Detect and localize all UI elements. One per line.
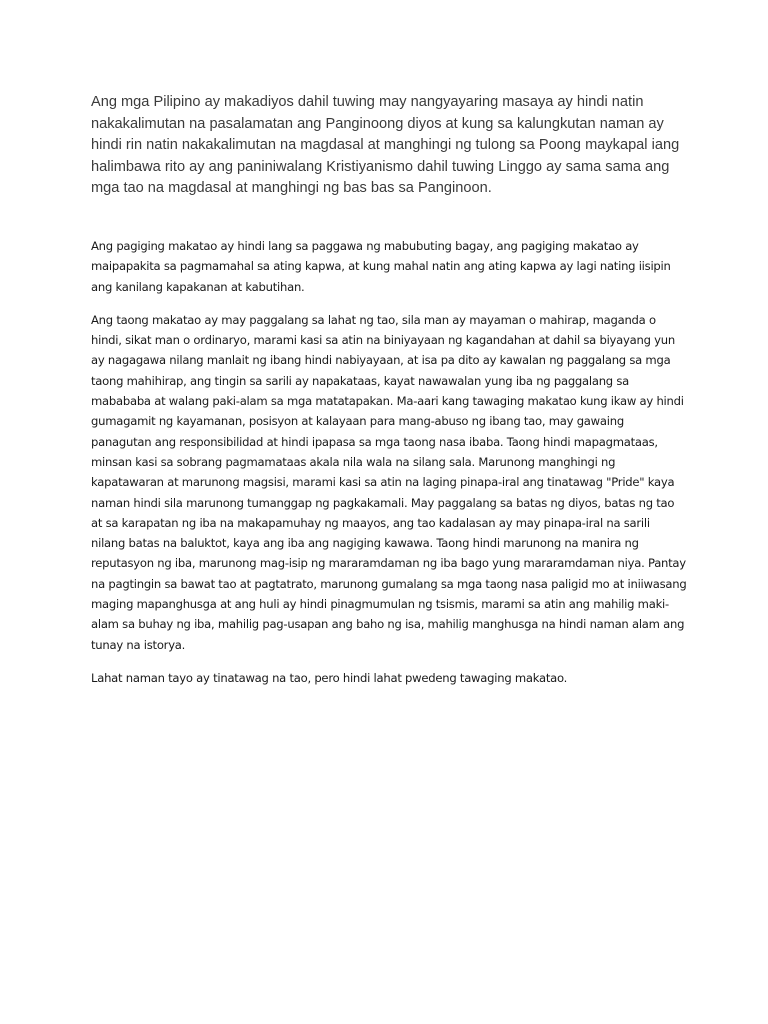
body-paragraph-2: Ang taong makatao ay may paggalang sa lahat ng tao, sila man ay mayaman o mahirap, maganda o hindi, sikat man o ordinaryo, marami kasi sa atin na biniyayaan ng kagandahan at dahil sa biyayang yun ay nagagawa nilang manlait ng ibang hindi nabiyayaan, at isa pa dito ay kawalan ng paggalang sa mga taong mahihirap, ang tingin sa sarili ay napakataas, kayat nawawalan yung iba ng paggalang sa mabababa at walang paki-alam sa mga matatapakan. Ma-aari kang tawaging makatao kung ikaw ay hindi gumagamit ng kayamanan, posisyon at kalayaan para mang-abuso ng ibang tao, may gawaing panagutan ang responsibilidad at hindi ipapasa sa mga taong nasa ibaba. Taong hindi mapagmataas, minsan kasi sa sobrang pagmamataas akala nila wala na silang sala. Marunong manghingi ng kapatawaran at marunong magsisi, marami kasi sa atin na laging pinapa-iral ang tinatawag "Pride" kaya naman hindi sila marunong tumanggap ng pagkakamali. May paggalang sa batas ng diyos, batas ng tao at sa karapatan ng iba na makapamuhay ng maayos, ang tao kadalasan ay may pinapa-iral na sarili nilang batas na baluktot, kaya ang iba ang nagiging kawawa. Taong hindi marunong na manira ng reputasyon ng iba, marunong mag-isip ng mararamdaman ng iba bago yung mararamdaman niya. Pantay na pagtingin sa bawat tao at pagtatrato, marunong gumalang sa mga taong nasa paligid mo at iniiwasang maging mapanghusga at ang huli ay hindi pinagmumulan ng tsismis, marami sa atin ang mahilig maki-alam sa buhay ng iba, mahilig pag-usapan ang baho ng isa, mahilig manghusga na hindi naman alam ang tunay na istorya. [91,312,687,652]
body-paragraph-3: Lahat naman tayo ay tinatawag na tao, pero hindi lahat pwedeng tawaging makatao. [91,670,568,685]
intro-paragraph: Ang mga Pilipino ay makadiyos dahil tuwing may nangyayaring masaya ay hindi natin nakakalimutan na pasalamatan ang Panginoong diyos at kung sa kalungkutan naman ay hindi rin natin nakakalimutan na magdasal at manghingi ng tulong sa Poong maykapal iang halimbawa rito ay ang paniniwalang Kristiyanismo dahil tuwing Linggo ay sama sama ang mga tao na magdasal at manghingi ng bas bas sa Panginoon. [91,94,680,196]
body-paragraph-1: Ang pagiging makatao ay hindi lang sa paggawa ng mabubuting bagay, ang pagiging makatao ay maipapakita sa pagmamahal sa ating kapwa, at kung mahal natin ang ating kapwa ay lagi nating iisipin ang kanilang kapakanan at kabutihan. [91,239,671,294]
body-text [91,236,687,701]
